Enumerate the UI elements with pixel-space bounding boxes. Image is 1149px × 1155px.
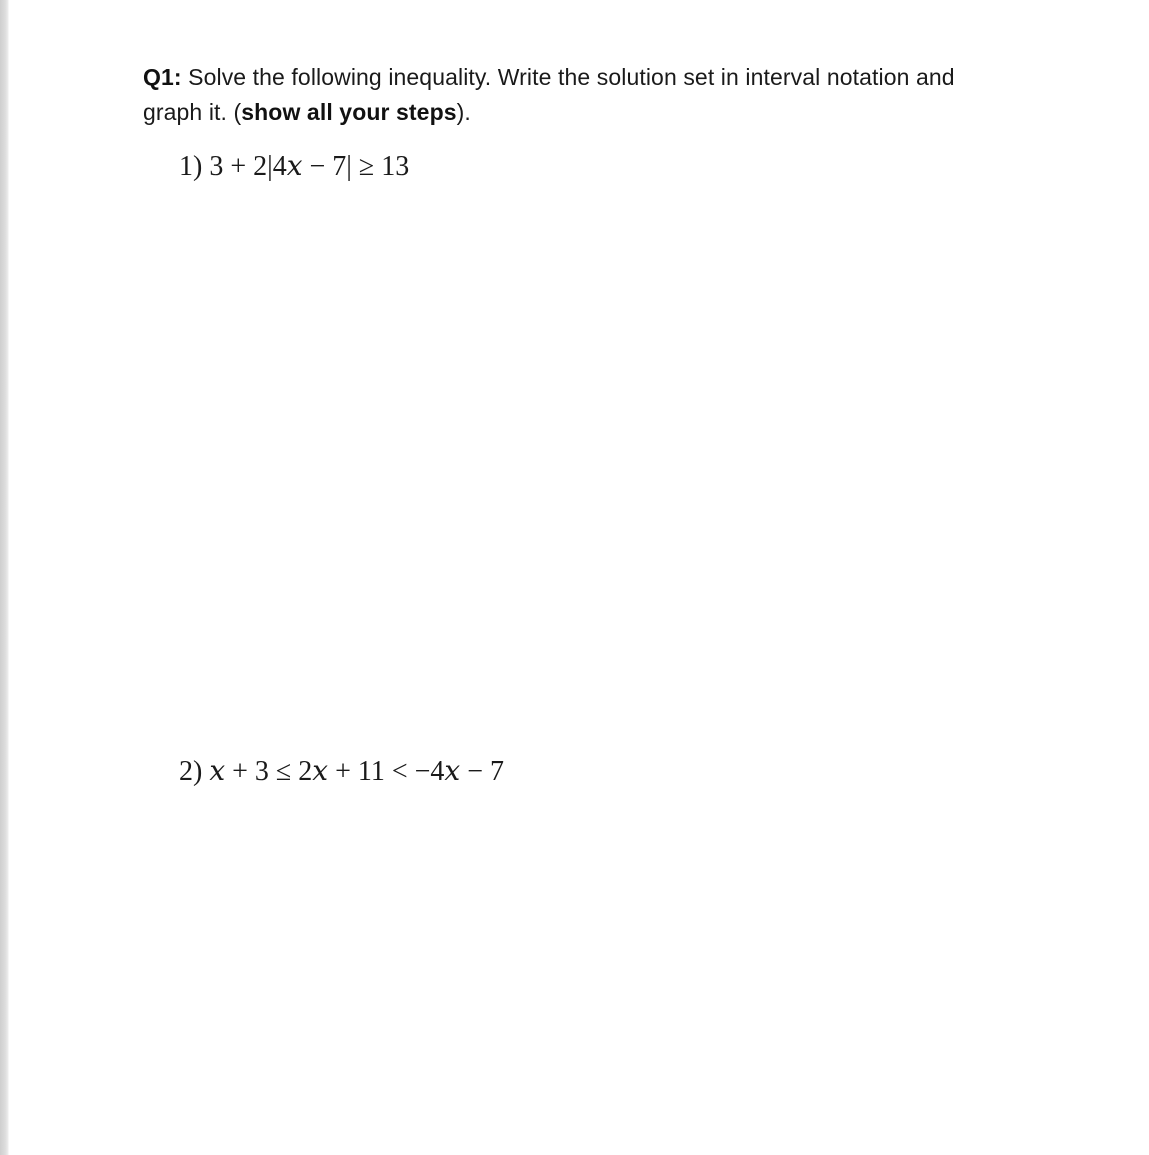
problem-2-number: 2) bbox=[179, 756, 203, 787]
problem-2-expression: 𝑥 + 3 ≤ 2𝑥 + 11 < −4𝑥 − 7 bbox=[209, 756, 504, 787]
question-1 bbox=[143, 60, 1043, 130]
viewer-left-edge bbox=[0, 0, 9, 1155]
problem-1-expression: 3 + 2|4𝑥 − 7| ≥ 13 bbox=[209, 151, 410, 182]
question-text-line2-end: ). bbox=[456, 99, 471, 125]
problem-1 bbox=[179, 149, 409, 185]
question-text-line1: Solve the following inequality. Write the solution set in interval notation and bbox=[181, 64, 955, 90]
question-emphasis: show all your steps bbox=[241, 99, 457, 125]
question-text-line2-start: graph it. ( bbox=[143, 99, 242, 125]
document-page bbox=[9, 0, 1149, 1155]
problem-1-number: 1) bbox=[179, 151, 203, 182]
problem-2 bbox=[179, 754, 504, 790]
question-label: Q1: bbox=[143, 64, 182, 90]
